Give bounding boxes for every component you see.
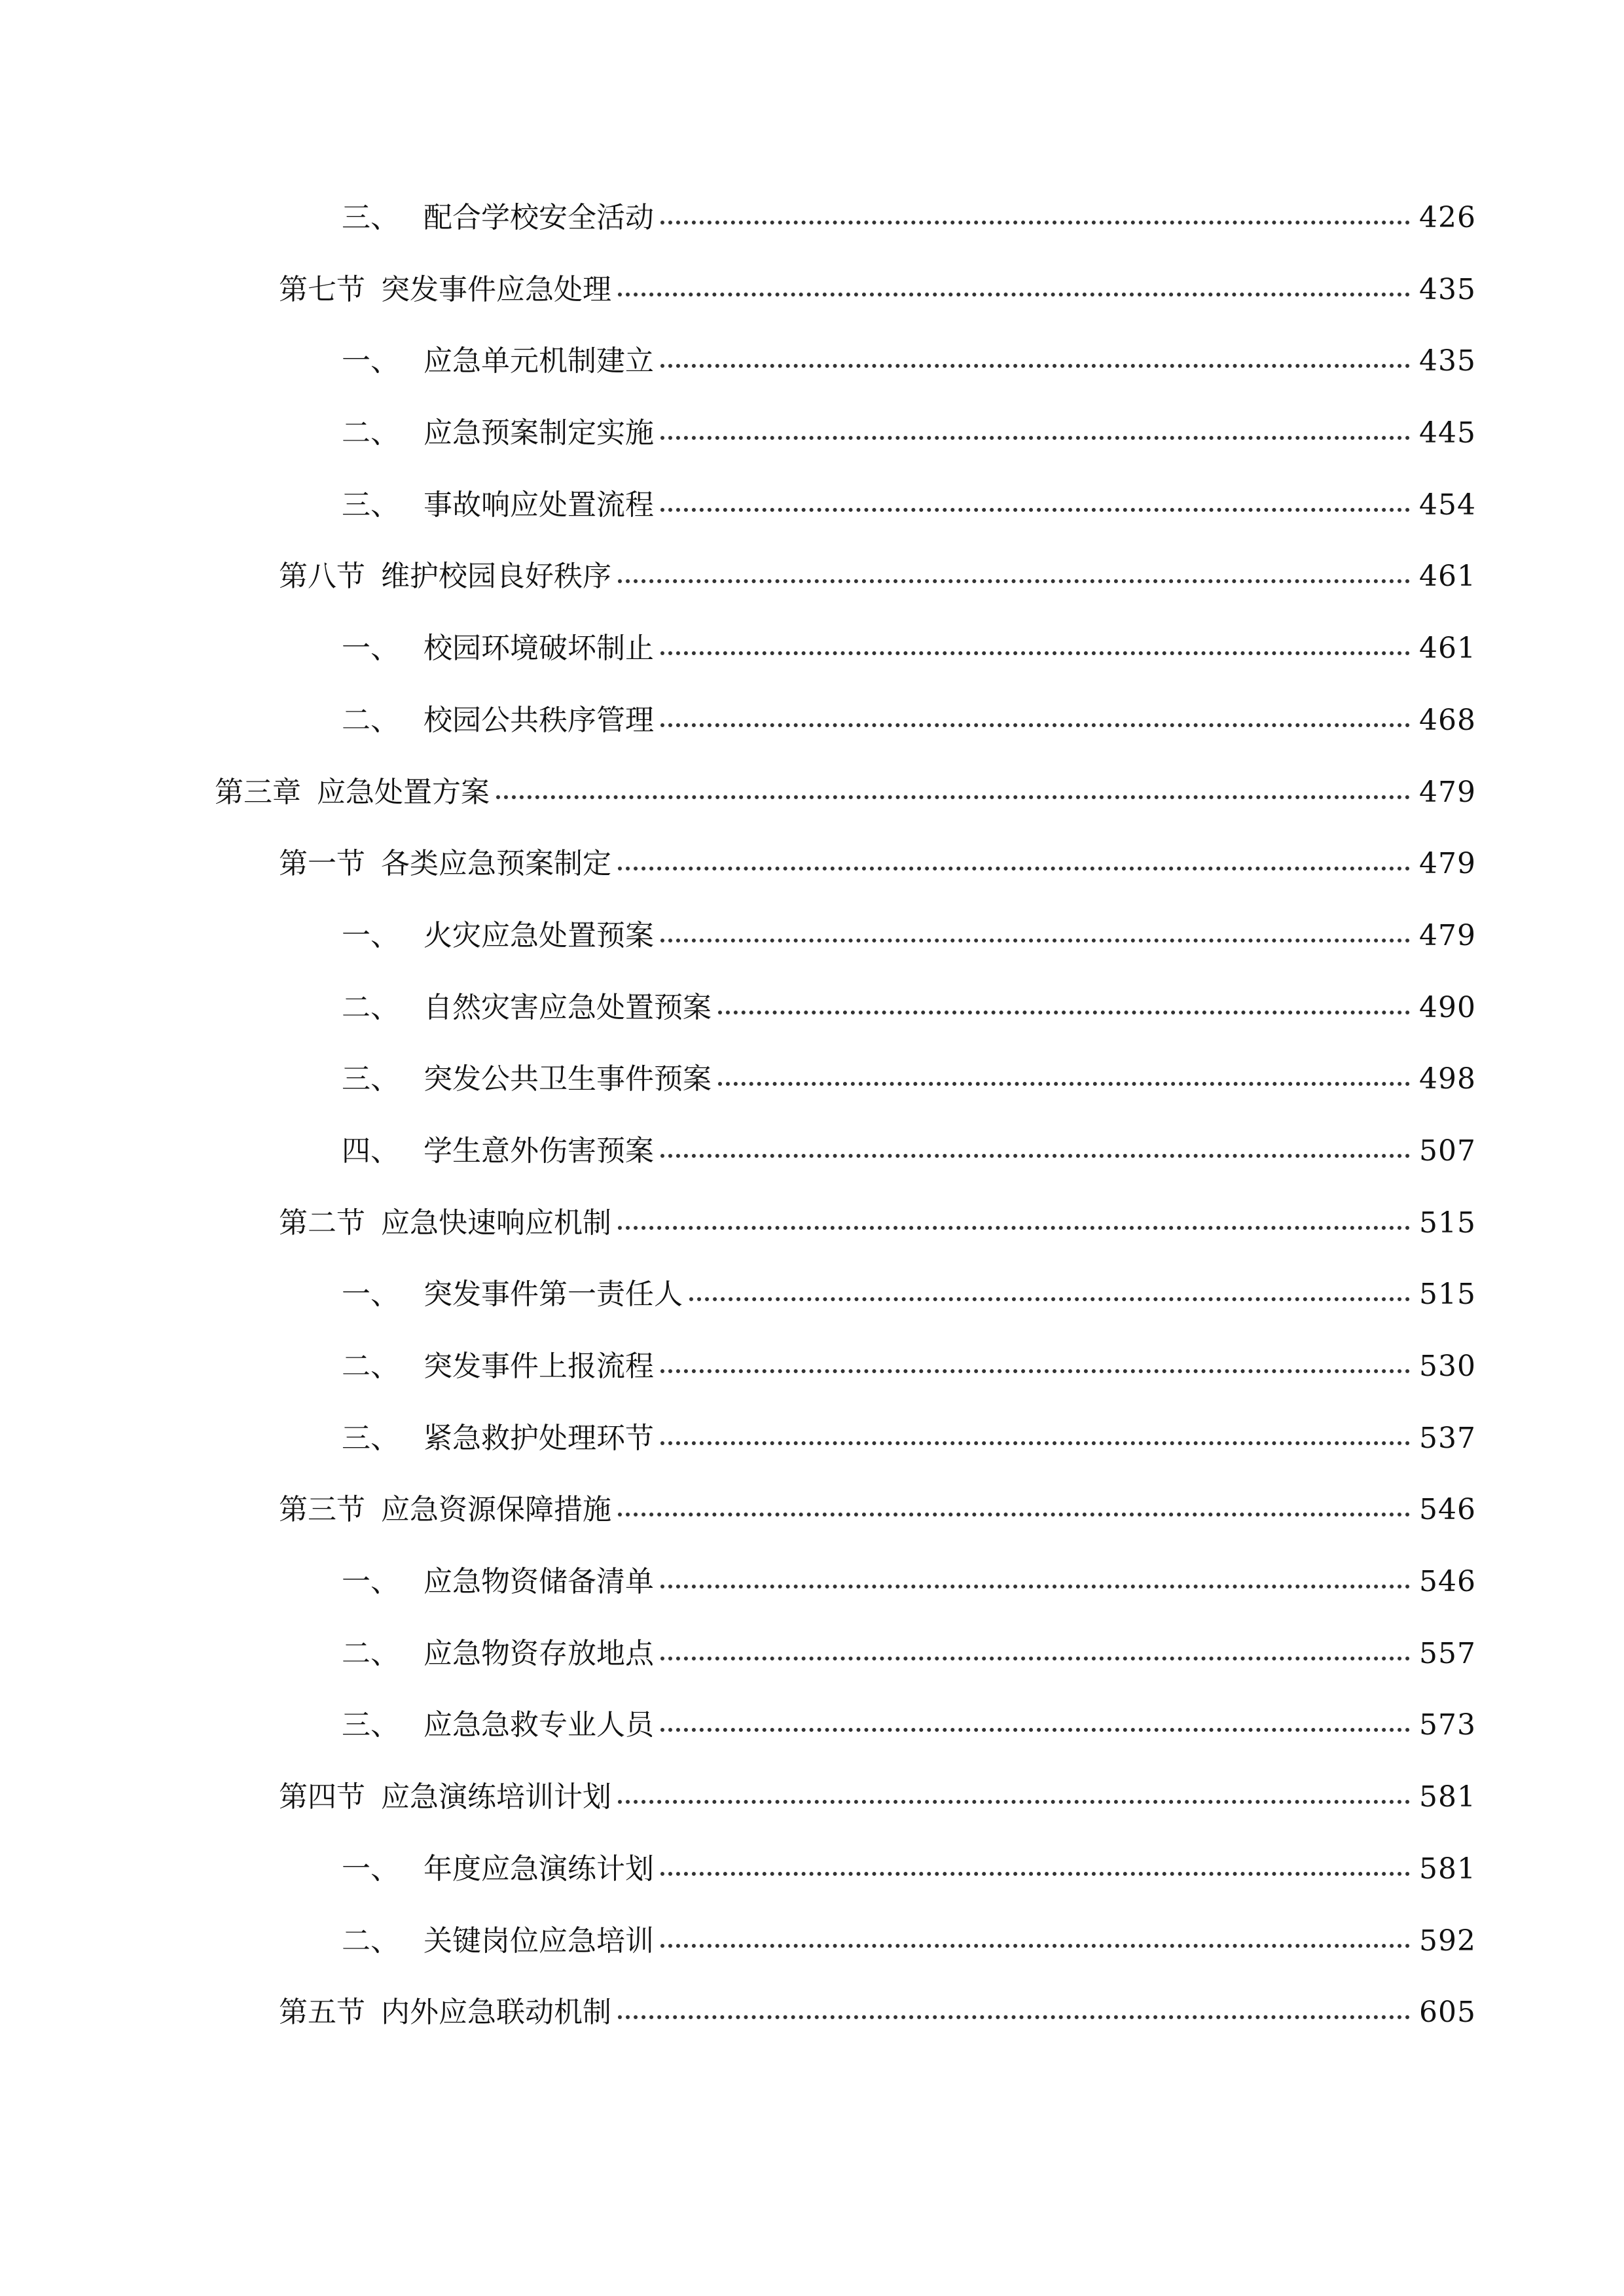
toc-entry[interactable] (0, 912, 1624, 984)
toc-entry-page: 426 (1419, 201, 1476, 234)
toc-entry-page: 515 (1419, 1278, 1476, 1312)
toc-entry-page: 490 (1419, 990, 1476, 1024)
toc-entry-page: 445 (1419, 416, 1476, 450)
toc-entry-number: 第八节 (279, 560, 365, 594)
toc-entry-title: 学生意外伤害预案 (424, 1134, 654, 1168)
toc-entry-number: 第三章 (215, 775, 301, 809)
dot-leader (618, 867, 1410, 870)
toc-entry-title: 内外应急联动机制 (381, 1996, 611, 2030)
toc-entry-number: 一、 (342, 344, 399, 378)
toc-entry-page: 479 (1419, 775, 1476, 809)
dot-leader (618, 293, 1410, 296)
toc-entry-number: 三、 (342, 1421, 399, 1455)
toc-entry[interactable] (0, 1271, 1624, 1343)
toc-entry[interactable] (0, 1558, 1624, 1630)
dot-leader (660, 1944, 1410, 1948)
toc-entry-number: 第五节 (279, 1996, 365, 2030)
toc-entry-page: 479 (1419, 847, 1476, 881)
toc-entry-number: 第三节 (279, 1493, 365, 1527)
toc-entry[interactable] (0, 1056, 1624, 1128)
toc-entry-page: 546 (1419, 1493, 1476, 1527)
toc-entry-number: 第四节 (279, 1780, 365, 1814)
toc-entry[interactable] (0, 1774, 1624, 1846)
dot-leader (618, 579, 1410, 583)
toc-entry[interactable] (0, 1200, 1624, 1272)
toc-entry-page: 581 (1419, 1852, 1476, 1886)
toc-entry-title: 应急处置方案 (317, 775, 490, 809)
toc-entry-number: 二、 (342, 703, 399, 737)
dot-leader (660, 508, 1410, 512)
toc-entry-number: 一、 (342, 632, 399, 666)
dot-leader (660, 1728, 1410, 1732)
toc-entry-page: 507 (1419, 1134, 1476, 1168)
dot-leader (618, 1513, 1410, 1516)
toc-entry-page: 435 (1419, 344, 1476, 378)
toc-entry-page: 479 (1419, 918, 1476, 952)
toc-entry-title: 应急演练培训计划 (381, 1780, 611, 1814)
toc-entry-number: 一、 (342, 1278, 399, 1312)
dot-leader (660, 651, 1410, 655)
toc-entry[interactable] (0, 1486, 1624, 1558)
toc-entry-title: 应急物资储备清单 (424, 1565, 654, 1599)
dot-leader (660, 1154, 1410, 1158)
toc-entry-number: 一、 (342, 1852, 399, 1886)
dot-leader (718, 1011, 1410, 1014)
toc-entry[interactable] (0, 1846, 1624, 1918)
toc-entry-page: 592 (1419, 1924, 1476, 1958)
toc-entry[interactable] (0, 1918, 1624, 1990)
toc-entry-page: 557 (1419, 1636, 1476, 1670)
toc-entry[interactable] (0, 1128, 1624, 1200)
toc-entry[interactable] (0, 338, 1624, 410)
dot-leader (660, 1657, 1410, 1660)
toc-entry-page: 454 (1419, 488, 1476, 522)
toc-entry[interactable] (0, 482, 1624, 554)
toc-entry[interactable] (0, 1343, 1624, 1415)
toc-entry[interactable] (0, 1702, 1624, 1774)
toc-list (0, 194, 1624, 2061)
toc-entry-title: 各类应急预案制定 (381, 847, 611, 881)
toc-entry[interactable] (0, 984, 1624, 1056)
toc-entry-number: 第一节 (279, 847, 365, 881)
toc-entry-number: 二、 (342, 1924, 399, 1958)
dot-leader (660, 939, 1410, 942)
dot-leader (718, 1082, 1410, 1086)
dot-leader (618, 1800, 1410, 1804)
toc-entry-number: 三、 (342, 1708, 399, 1742)
toc-entry-number: 第二节 (279, 1206, 365, 1240)
dot-leader (660, 364, 1410, 368)
dot-leader (660, 723, 1410, 727)
dot-leader (660, 221, 1410, 224)
toc-entry-title: 突发事件上报流程 (424, 1350, 654, 1383)
toc-entry-page: 461 (1419, 632, 1476, 666)
dot-leader (660, 1369, 1410, 1373)
toc-entry-page: 461 (1419, 560, 1476, 594)
toc-entry[interactable] (0, 266, 1624, 338)
toc-entry-title: 关键岗位应急培训 (424, 1924, 654, 1958)
dot-leader (618, 1226, 1410, 1230)
toc-entry-page: 530 (1419, 1350, 1476, 1383)
toc-entry-number: 三、 (342, 488, 399, 522)
toc-entry-title: 配合学校安全活动 (424, 201, 654, 234)
toc-entry-title: 突发事件第一责任人 (424, 1278, 683, 1312)
toc-entry-number: 第七节 (279, 272, 365, 306)
toc-entry-number: 二、 (342, 990, 399, 1024)
toc-entry-title: 应急快速响应机制 (381, 1206, 611, 1240)
dot-leader (618, 2015, 1410, 2019)
toc-entry-number: 三、 (342, 201, 399, 234)
toc-entry-title: 维护校园良好秩序 (381, 560, 611, 594)
toc-entry-title: 应急急救专业人员 (424, 1708, 654, 1742)
toc-entry-page: 573 (1419, 1708, 1476, 1742)
toc-entry-title: 火灾应急处置预案 (424, 918, 654, 952)
toc-entry-title: 应急单元机制建立 (424, 344, 654, 378)
toc-entry-title: 应急预案制定实施 (424, 416, 654, 450)
toc-entry-title: 校园环境破坏制止 (424, 632, 654, 666)
toc-entry-title: 校园公共秩序管理 (424, 703, 654, 737)
toc-entry[interactable] (0, 410, 1624, 482)
toc-entry-number: 一、 (342, 1565, 399, 1599)
toc-entry-number: 四、 (342, 1134, 399, 1168)
toc-entry-page: 515 (1419, 1206, 1476, 1240)
toc-entry[interactable] (0, 625, 1624, 697)
dot-leader (660, 1872, 1410, 1876)
toc-entry-title: 紧急救护处理环节 (424, 1421, 654, 1455)
toc-entry-page: 498 (1419, 1062, 1476, 1096)
toc-entry[interactable] (0, 1989, 1624, 2061)
toc-entry[interactable] (0, 697, 1624, 769)
dot-leader (660, 1585, 1410, 1588)
toc-entry[interactable] (0, 1415, 1624, 1487)
toc-entry-title: 年度应急演练计划 (424, 1852, 654, 1886)
dot-leader (660, 436, 1410, 440)
dot-leader (689, 1297, 1410, 1301)
toc-entry-number: 二、 (342, 416, 399, 450)
toc-entry-number: 二、 (342, 1350, 399, 1383)
toc-entry[interactable] (0, 1630, 1624, 1702)
toc-entry-number: 二、 (342, 1636, 399, 1670)
toc-entry[interactable] (0, 194, 1624, 266)
toc-entry-page: 546 (1419, 1565, 1476, 1599)
toc-entry-title: 应急物资存放地点 (424, 1636, 654, 1670)
toc-entry-page: 468 (1419, 703, 1476, 737)
toc-entry-title: 应急资源保障措施 (381, 1493, 611, 1527)
toc-entry-title: 突发事件应急处理 (381, 272, 611, 306)
toc-entry[interactable] (0, 769, 1624, 841)
toc-entry-number: 三、 (342, 1062, 399, 1096)
toc-entry-title: 事故响应处置流程 (424, 488, 654, 522)
dot-leader (660, 1441, 1410, 1445)
toc-entry-page: 435 (1419, 272, 1476, 306)
toc-entry-page: 537 (1419, 1421, 1476, 1455)
toc-entry[interactable] (0, 840, 1624, 912)
toc-entry[interactable] (0, 553, 1624, 625)
toc-entry-number: 一、 (342, 918, 399, 952)
toc-entry-title: 突发公共卫生事件预案 (424, 1062, 712, 1096)
toc-entry-title: 自然灾害应急处置预案 (424, 990, 712, 1024)
dot-leader (496, 795, 1410, 799)
toc-entry-page: 581 (1419, 1780, 1476, 1814)
toc-entry-page: 605 (1419, 1996, 1476, 2030)
